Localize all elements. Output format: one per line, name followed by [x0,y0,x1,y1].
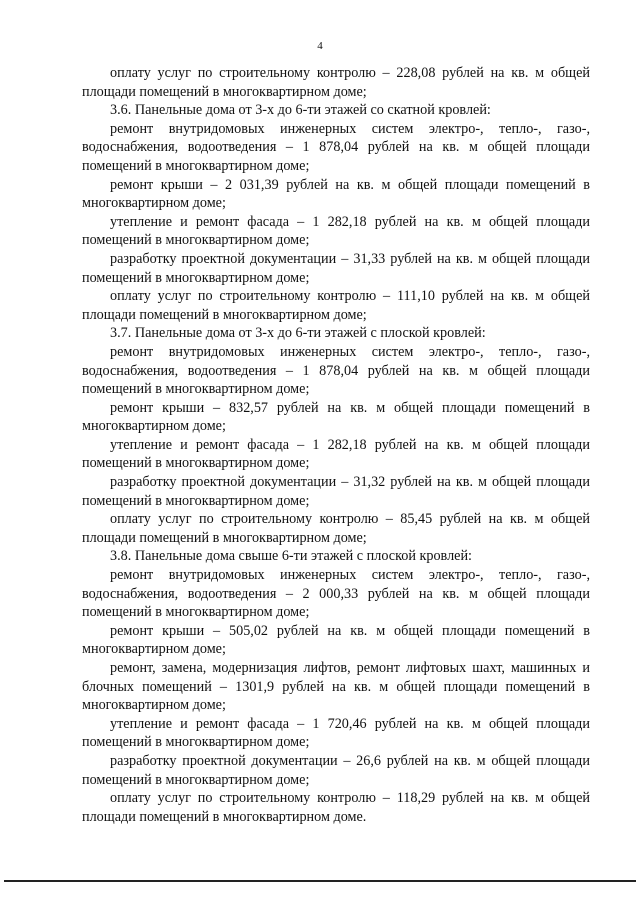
document-body [82,64,590,826]
paragraph-engineering-systems-3-8: ремонт внутридомовых инженерных систем электро-, тепло-, газо-, водоснабжения, водоотведения – 2 000,33 рублей на кв. м общей площади помещений в многоквартирном доме; [82,567,590,621]
bottom-divider [4,880,636,882]
paragraph-roof-repair-3-6: ремонт крыши – 2 031,39 рублей на кв. м общей площади помещений в многоквартирном доме; [82,176,590,212]
section-heading-3-6: 3.6. Панельные дома от 3-х до 6-ти этажей со скатной кровлей: [110,102,491,119]
paragraph-facade-3-7: утепление и ремонт фасада – 1 282,18 рублей на кв. м общей площади помещений в многоквартирном доме; [82,436,590,472]
paragraph-construction-control-3-5: оплату услуг по строительному контролю – 228,08 рублей на кв. м общей площади помещений в многоквартирном доме; [82,65,590,100]
paragraph-construction-control-3-8: оплату услуг по строительному контролю – 118,29 рублей на кв. м общей площади помещений в многоквартирном доме. [82,790,590,825]
paragraph-roof-repair-3-7: ремонт крыши – 832,57 рублей на кв. м общей площади помещений в многоквартирном доме; [82,399,590,435]
paragraph-roof-repair-3-8: ремонт крыши – 505,02 рублей на кв. м общей площади помещений в многоквартирном доме; [82,622,590,658]
paragraph-construction-control-3-6: оплату услуг по строительному контролю – 111,10 рублей на кв. м общей площади помещений в многоквартирном доме; [82,288,590,323]
paragraph-facade-3-8: утепление и ремонт фасада – 1 720,46 рублей на кв. м общей площади помещений в многоквартирном доме; [82,715,590,751]
paragraph-engineering-systems-3-6: ремонт внутридомовых инженерных систем электро-, тепло-, газо-, водоснабжения, водоотведения – 1 878,04 рублей на кв. м общей площади помещений в многоквартирном доме; [82,120,590,174]
page-number: 4 [317,40,323,52]
paragraph-construction-control-3-7: оплату услуг по строительному контролю – 85,45 рублей на кв. м общей площади помещений в многоквартирном доме; [82,511,590,546]
paragraph-engineering-systems-3-7: ремонт внутридомовых инженерных систем электро-, тепло-, газо-, водоснабжения, водоотведения – 1 878,04 рублей на кв. м общей площади помещений в многоквартирном доме; [82,343,590,398]
paragraph-design-docs-3-8: разработку проектной документации – 26,6 рублей на кв. м общей площади помещений в многоквартирном доме; [82,752,590,788]
paragraph-elevators-3-8: ремонт, замена, модернизация лифтов, ремонт лифтовых шахт, машинных и блочных помещений – 1301,9 рублей на кв. м общей площади помещений в многоквартирном доме; [82,660,590,714]
section-heading-3-7: 3.7. Панельные дома от 3-х до 6-ти этажей с плоской кровлей: [110,325,486,342]
paragraph-facade-3-6: утепление и ремонт фасада – 1 282,18 рублей на кв. м общей площади помещений в многоквартирном доме; [82,213,590,249]
section-heading-3-8: 3.8. Панельные дома свыше 6-ти этажей с плоской кровлей: [110,548,472,565]
paragraph-design-docs-3-6: разработку проектной документации – 31,33 рублей на кв. м общей площади помещений в многоквартирном доме; [82,250,590,286]
paragraph-design-docs-3-7: разработку проектной документации – 31,32 рублей на кв. м общей площади помещений в многоквартирном доме; [82,474,590,509]
